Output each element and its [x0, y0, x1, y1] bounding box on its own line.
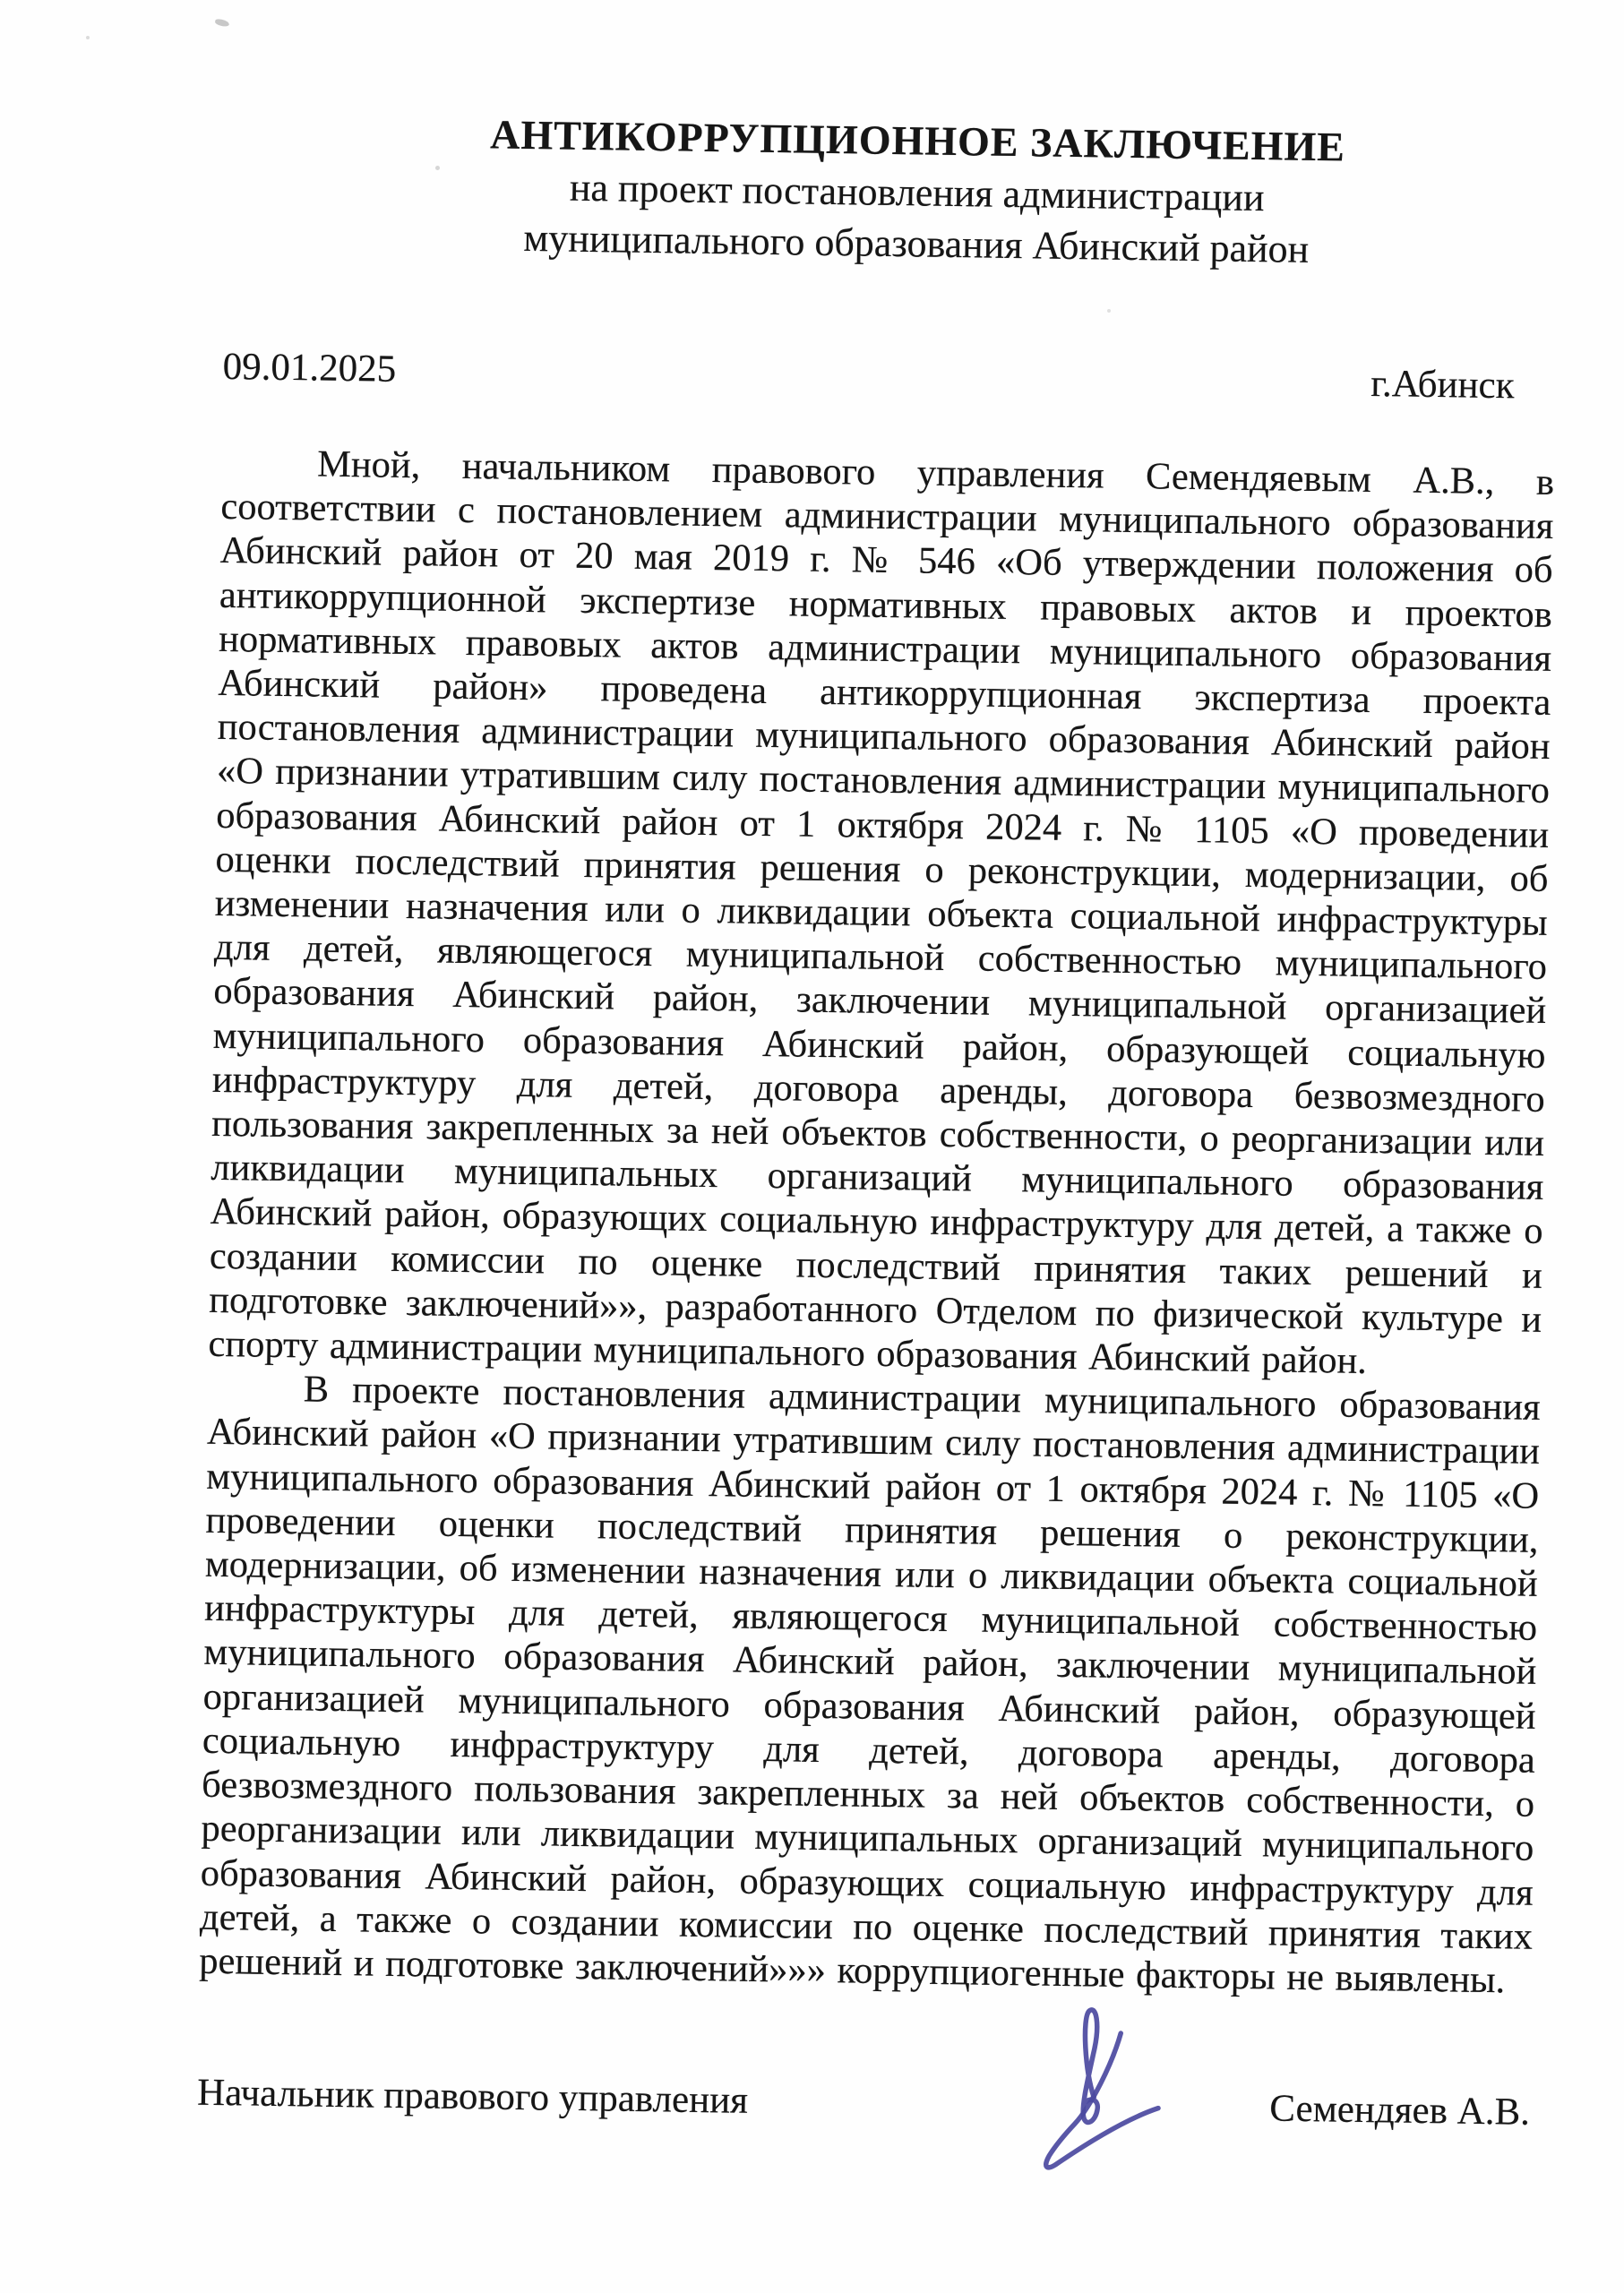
- document-title: АНТИКОРРУПЦИОННОЕ ЗАКЛЮЧЕНИЕ: [489, 111, 1346, 170]
- scan-speckle: [86, 36, 90, 39]
- date-place-row: [222, 345, 1556, 408]
- signature-stroke: [1083, 2010, 1099, 2123]
- signature-stroke: [1046, 2032, 1160, 2169]
- document-place: г.Абинск: [1370, 362, 1515, 408]
- signature-block: [197, 2071, 1531, 2134]
- document-header: [250, 105, 1585, 279]
- document-content: [197, 105, 1560, 2134]
- signer-position-label: Начальник правового управления: [196, 2071, 749, 2122]
- scan-speckle: [214, 18, 229, 27]
- document-date: 09.01.2025: [222, 345, 397, 391]
- handwritten-signature-icon: [984, 1962, 1193, 2206]
- body-paragraph: Мной, начальником правового управления Семендяевым А.В., в соответствии с постановлением администрации муниципального образования Абинский район от 20 мая 2019 г. № 546 «Об утверждении положения об антикоррупционной экспертизе нормативных правовых актов и проектов нормативных правовых актов администрации муниципального образования Абинский район» проведена антикоррупционная экспертиза проекта постановления администрации муниципального образования Абинский район «О признании утратившим силу постановления администрации муниципального образования Абинский район от 1 октября 2024 г. № 1105 «О проведении оценки последствий принятия решения о реконструкции, модернизации, об изменении назначения или о ликвидации объекта социальной инфраструктуры для детей, являющегося муниципальной собственностью муниципального образования Абинский район, заключении муниципальной организацией муниципального образования Абинский район, образующей социальную инфраструктуру для детей, договора аренды, договора безвозмездного пользования закрепленных за ней объектов собственности, о реорганизации или ликвидации муниципальных организаций муниципального образования Абинский район, образующих социальную инфраструктуру для детей, а также о создании комиссии по оценке последствий принятия таких решений и подготовке заключений»», разработанного Отделом по физической культуре и спорту администрации муниципального образования Абинский район.: [208, 442, 1555, 1383]
- document-subtitle-line-2: муниципального образования Абинский район: [523, 215, 1310, 271]
- document-subtitle-line-1: на проект постановления администрации: [569, 165, 1265, 220]
- signer-name: Семендяев А.В.: [1269, 2087, 1531, 2134]
- document-body: [199, 441, 1554, 2003]
- body-paragraph: В проекте постановления администрации муниципального образования Абинский район «О признании утратившим силу постановления администрации муниципального образования Абинский район от 1 октября 2024 г. № 1105 «О проведении оценки последствий принятия решения о реконструкции, модернизации, об изменении назначения или о ликвидации объекта социальной инфраструктуры для детей, являющегося муниципальной собственностью муниципального образования Абинский район, заключении муниципальной организацией муниципального образования Абинский район, образующей социальную инфраструктуру для детей, договора аренды, договора безвозмездного пользования закрепленных за ней объектов собственности, о реорганизации или ликвидации муниципальных организаций муниципального образования Абинский район, образующих социальную инфраструктуру для детей, а также о создании комиссии по оценке последствий принятия таких решений и подготовке заключений»»» коррупциогенные факторы не выявлены.: [198, 1368, 1542, 2002]
